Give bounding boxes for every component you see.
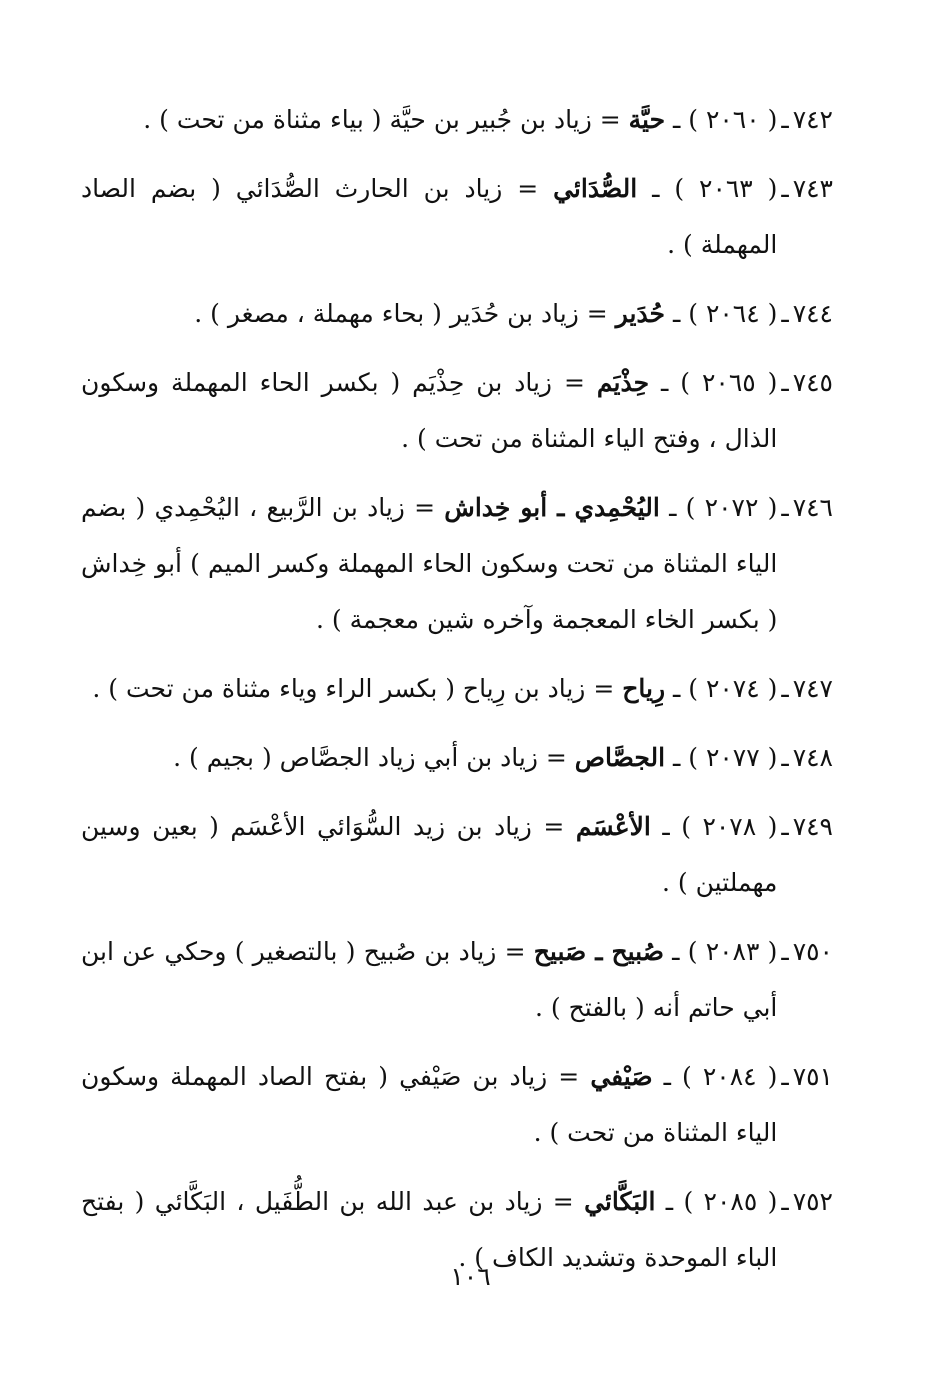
entry-text: = زياد بن رِياح ( بكسر الراء وياء مثناة من تحت ) . [92, 674, 615, 703]
entry-nisba: البَكَّائي [584, 1187, 656, 1216]
entry-number: ٧٤٥ [792, 368, 833, 397]
entry-number: ٧٤٦ [792, 493, 833, 522]
entry-reference: ( ٢٠٧٤ ) [688, 674, 778, 703]
entry-number: ٧٤٧ [792, 674, 833, 703]
entry-reference: ( ٢٠٦٥ ) [680, 368, 778, 397]
entry-nisba: الجصَّاص [574, 743, 666, 772]
list-item: ٧٤٧ ـ ( ٢٠٧٤ ) ـ رِياح = زياد بن رِياح ( بكسر الراء وياء مثناة من تحت ) . [81, 661, 833, 717]
page-number: ١٠٦ [450, 1262, 491, 1291]
entry-nisba: رِياح [622, 674, 666, 703]
entry-reference: ( ٢٠٦٣ ) [674, 174, 778, 203]
entry-text: = زياد بن صَيْفي ( بفتح الصاد المهملة وسكون الياء المثناة من تحت ) . [81, 1062, 778, 1147]
entry-nisba: الأعْسَم [575, 812, 651, 841]
entry-nisba: صُبيح ـ صَبيح [533, 937, 664, 966]
list-item: ٧٤٥ ـ ( ٢٠٦٥ ) ـ حِذْيَم = زياد بن حِذْيَم ( بكسر الحاء المهملة وسكون الذال ، وفتح الياء المثناة من تحت ) . [81, 355, 833, 467]
entry-text: = زياد بن جُبير بن حيَّة ( بياء مثناة من تحت ) . [143, 105, 621, 134]
entry-number: ٧٥٢ [792, 1187, 833, 1216]
entry-number: ٧٤٤ [792, 299, 833, 328]
entry-reference: ( ٢٠٨٣ ) [687, 937, 778, 966]
entry-text: = زياد بن أبي زياد الجصَّاص ( بجيم ) . [173, 743, 567, 772]
entry-reference: ( ٢٠٦٤ ) [688, 299, 778, 328]
entry-text: = زياد بن حِذْيَم ( بكسر الحاء المهملة وسكون الذال ، وفتح الياء المثناة من تحت ) . [81, 368, 778, 453]
entry-text: = زياد بن الحارث الصُّدَائي ( بضم الصاد المهملة ) . [81, 174, 778, 259]
entry-nisba: صَيْفي [590, 1062, 653, 1091]
list-item: ٧٤٩ ـ ( ٢٠٧٨ ) ـ الأعْسَم = زياد بن زيد السُّوَائي الأعْسَم ( بعين وسين مهملتين ) . [81, 799, 833, 911]
entry-reference: ( ٢٠٧٨ ) [681, 812, 778, 841]
entry-number: ٧٥٠ [792, 937, 833, 966]
entry-number: ٧٤٢ [792, 105, 833, 134]
list-item: ٧٥٠ ـ ( ٢٠٨٣ ) ـ صُبيح ـ صَبيح = زياد بن صُبيح ( بالتصغير ) وحكي عن ابن أبي حاتم أنه ( بالفتح ) . [81, 924, 833, 1036]
entry-text: = زياد بن الرَّبيع ، اليُحْمِدي ( بضم الياء المثناة من تحت وسكون الحاء المهملة وكسر الميم ) أبو خِداش ( بكسر الخاء المعجمة وآخره شين معجمة ) . [81, 493, 778, 634]
list-item: ٧٤٤ ـ ( ٢٠٦٤ ) ـ حُدَير = زياد بن حُدَير ( بحاء مهملة ، مصغر ) . [81, 286, 833, 342]
entry-reference: ( ٢٠٧٢ ) [685, 493, 778, 522]
entry-number: ٧٤٨ [792, 743, 833, 772]
list-item: ٧٥١ ـ ( ٢٠٨٤ ) ـ صَيْفي = زياد بن صَيْفي ( بفتح الصاد المهملة وسكون الياء المثناة من تحت ) . [81, 1049, 833, 1161]
entry-nisba: الصُّدَائي [553, 174, 638, 203]
entry-list [81, 92, 833, 1299]
entry-reference: ( ٢٠٨٤ ) [682, 1062, 778, 1091]
entry-number: ٧٤٣ [792, 174, 833, 203]
entry-nisba: حُدَير [615, 299, 666, 328]
entry-number: ٧٥١ [792, 1062, 833, 1091]
entry-number: ٧٤٩ [792, 812, 833, 841]
list-item: ٧٤٢ ـ ( ٢٠٦٠ ) ـ حيَّة = زياد بن جُبير بن حيَّة ( بياء مثناة من تحت ) . [81, 92, 833, 148]
list-item: ٧٤٨ ـ ( ٢٠٧٧ ) ـ الجصَّاص = زياد بن أبي زياد الجصَّاص ( بجيم ) . [81, 730, 833, 786]
list-item: ٧٥٢ ـ ( ٢٠٨٥ ) ـ البَكَّائي = زياد بن عبد الله بن الطُّفَيل ، البَكَّائي ( بفتح الباء الموحدة وتشديد الكاف ) . [81, 1174, 833, 1286]
list-item: ٧٤٦ ـ ( ٢٠٧٢ ) ـ اليُحْمِدي ـ أبو خِداش = زياد بن الرَّبيع ، اليُحْمِدي ( بضم الياء المثناة من تحت وسكون الحاء المهملة وكسر الميم ) أبو خِداش ( بكسر الخاء المعجمة وآخره شين معجمة ) . [81, 480, 833, 648]
entry-nisba: حيَّة [628, 105, 666, 134]
entry-nisba: حِذْيَم [596, 368, 650, 397]
entry-text: = زياد بن حُدَير ( بحاء مهملة ، مصغر ) . [194, 299, 608, 328]
list-item: ٧٤٣ ـ ( ٢٠٦٣ ) ـ الصُّدَائي = زياد بن الحارث الصُّدَائي ( بضم الصاد المهملة ) . [81, 161, 833, 273]
entry-text: = زياد بن عبد الله بن الطُّفَيل ، البَكَّائي ( بفتح الباء الموحدة وتشديد الكاف ) . [81, 1187, 778, 1272]
entry-reference: ( ٢٠٨٥ ) [683, 1187, 778, 1216]
entry-text: = زياد بن صُبيح ( بالتصغير ) وحكي عن ابن أبي حاتم أنه ( بالفتح ) . [81, 937, 778, 1022]
entry-nisba: اليُحْمِدي ـ أبو خِداش [444, 493, 660, 522]
entry-text: = زياد بن زيد السُّوَائي الأعْسَم ( بعين وسين مهملتين ) . [81, 812, 778, 897]
entry-reference: ( ٢٠٦٠ ) [688, 105, 778, 134]
entry-reference: ( ٢٠٧٧ ) [688, 743, 778, 772]
